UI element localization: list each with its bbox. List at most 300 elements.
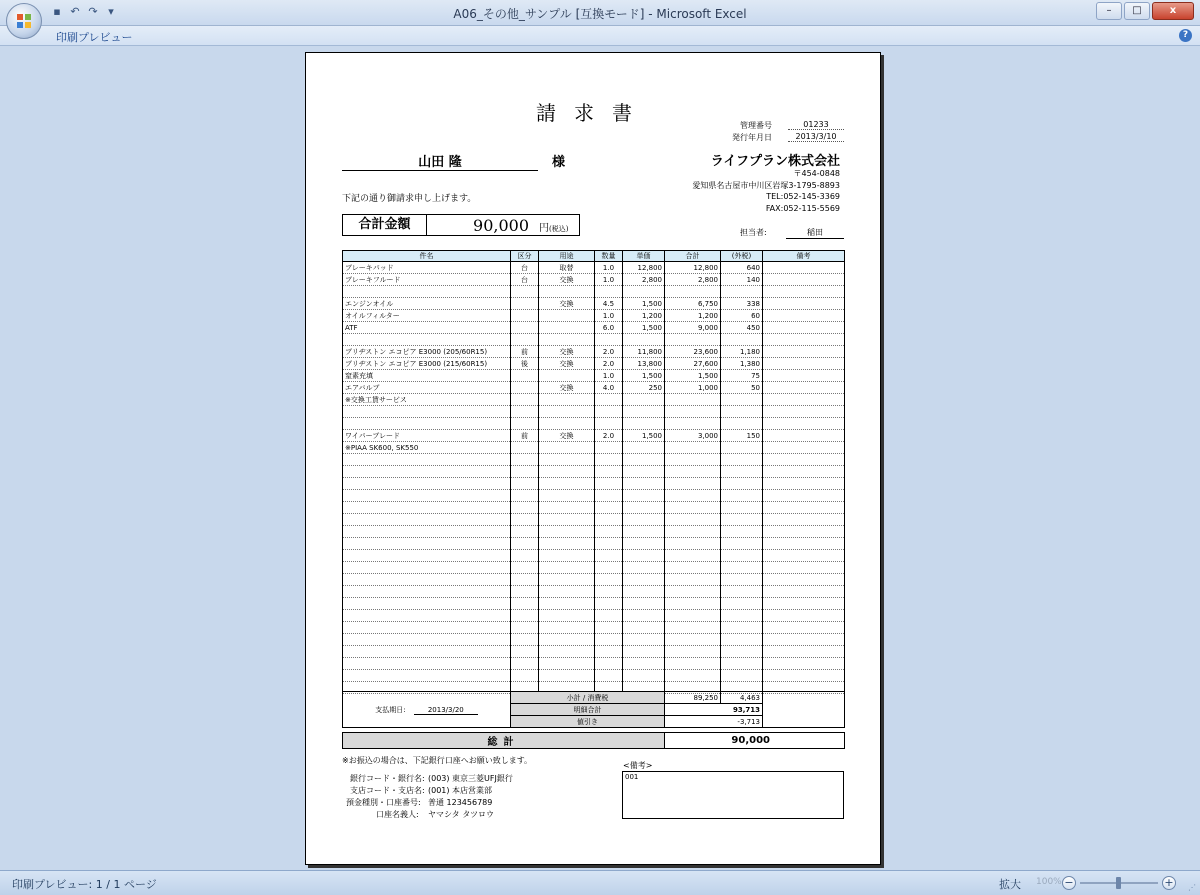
cell-unit-price (623, 646, 665, 658)
office-button[interactable] (6, 3, 42, 39)
company-address: 愛知県名古屋市中川区岩塚3-1795-8893 (692, 181, 840, 190)
cell-item (343, 610, 511, 622)
cell-usage: 交換 (539, 298, 595, 310)
cell-tax (721, 658, 763, 670)
cell-remarks (763, 418, 845, 430)
cell-usage (539, 454, 595, 466)
cell-category (511, 466, 539, 478)
cell-category (511, 658, 539, 670)
col-header-unit-price: 単価 (623, 251, 665, 262)
cell-qty (595, 466, 623, 478)
cell-item (343, 502, 511, 514)
col-header-total: 合計 (665, 251, 721, 262)
cell-total (665, 670, 721, 682)
table-row (343, 634, 845, 646)
cell-tax (721, 454, 763, 466)
cell-total: 6,750 (665, 298, 721, 310)
zoom-slider-thumb[interactable] (1116, 877, 1121, 889)
grand-total-table (342, 732, 845, 749)
cell-qty (595, 454, 623, 466)
cell-item (343, 334, 511, 346)
cell-remarks (763, 502, 845, 514)
office-logo-icon (16, 13, 32, 29)
cell-total (665, 406, 721, 418)
window-controls (1096, 2, 1194, 20)
cell-unit-price (623, 598, 665, 610)
table-row (343, 574, 845, 586)
branch-label: 支店コード・支店名: (350, 786, 425, 795)
cell-unit-price: 1,500 (623, 298, 665, 310)
cell-tax: 640 (721, 262, 763, 274)
cell-item: ブレーキパッド (343, 262, 511, 274)
cell-unit-price (623, 478, 665, 490)
table-row (343, 670, 845, 682)
cell-qty (595, 442, 623, 454)
col-header-usage: 用途 (539, 251, 595, 262)
detail-total-value: 93,713 (665, 704, 763, 716)
cell-item: ※PIAA SK600, SK550 (343, 442, 511, 454)
save-icon[interactable]: ▪ (53, 5, 61, 18)
cell-usage: 取替 (539, 262, 595, 274)
cell-unit-price (623, 610, 665, 622)
account-value: 普通 123456789 (428, 798, 493, 807)
cell-remarks (763, 274, 845, 286)
cell-qty: 1.0 (595, 370, 623, 382)
cell-category (511, 478, 539, 490)
cell-category (511, 526, 539, 538)
table-row (343, 322, 845, 334)
items-table (342, 250, 845, 694)
table-row (343, 334, 845, 346)
cell-usage (539, 610, 595, 622)
table-row (343, 526, 845, 538)
issue-date-label: 発行年月日 (732, 133, 772, 142)
grand-total-value: 90,000 (665, 733, 845, 749)
cell-qty (595, 490, 623, 502)
cell-usage (539, 478, 595, 490)
col-header-category: 区分 (511, 251, 539, 262)
cell-qty: 6.0 (595, 322, 623, 334)
cell-tax (721, 478, 763, 490)
ribbon (0, 26, 1200, 46)
cell-usage (539, 670, 595, 682)
cell-unit-price (623, 670, 665, 682)
bank-code-value: (003) 東京三菱UFJ銀行 (428, 774, 513, 783)
total-amount-box (342, 214, 580, 236)
resize-grip-icon[interactable]: ⋰ (1188, 883, 1196, 892)
zoom-in-icon[interactable]: + (1162, 876, 1176, 890)
cell-item (343, 646, 511, 658)
cell-category (511, 514, 539, 526)
remarks-box (622, 771, 844, 819)
table-row (343, 346, 845, 358)
cell-usage (539, 334, 595, 346)
table-row (343, 514, 845, 526)
cell-item (343, 466, 511, 478)
bank-code-label: 銀行コード・銀行名: (350, 774, 425, 783)
cell-category (511, 394, 539, 406)
cell-remarks (763, 466, 845, 478)
branch-value: (001) 本店営業部 (428, 786, 493, 795)
cell-total: 23,600 (665, 346, 721, 358)
cell-usage (539, 406, 595, 418)
account-label: 預金種別・口座番号: (346, 798, 421, 807)
table-row (343, 418, 845, 430)
table-row (343, 478, 845, 490)
zoom-button[interactable]: 拡大 (999, 878, 1021, 891)
cell-usage (539, 658, 595, 670)
cell-unit-price (623, 454, 665, 466)
cell-item: ブリヂストン エコピア E3000 (205/60R15) (343, 346, 511, 358)
cell-item (343, 514, 511, 526)
cell-item: ブレーキフルード (343, 274, 511, 286)
cell-usage (539, 634, 595, 646)
col-header-item: 件名 (343, 251, 511, 262)
cell-category: 前 (511, 430, 539, 442)
cell-remarks (763, 490, 845, 502)
cell-remarks (763, 514, 845, 526)
cell-total: 12,800 (665, 262, 721, 274)
cell-unit-price: 1,500 (623, 430, 665, 442)
tab-print-preview[interactable]: 印刷プレビュー (56, 31, 133, 44)
cell-tax (721, 490, 763, 502)
title-bar (0, 0, 1200, 26)
cell-usage: 交換 (539, 346, 595, 358)
zoom-out-icon[interactable]: − (1062, 876, 1076, 890)
cell-total (665, 550, 721, 562)
cell-usage (539, 322, 595, 334)
cell-unit-price (623, 562, 665, 574)
cell-category: 台 (511, 274, 539, 286)
cell-total (665, 622, 721, 634)
company-fax: FAX:052-115-5569 (765, 204, 840, 213)
cell-remarks (763, 526, 845, 538)
table-row (343, 658, 845, 670)
customize-qat-icon[interactable]: ▾ (108, 5, 114, 18)
cell-total: 1,500 (665, 370, 721, 382)
discount-label: 値引き (511, 716, 665, 728)
cell-category (511, 538, 539, 550)
issue-date-value: 2013/3/10 (788, 132, 844, 142)
cell-item: エアバルブ (343, 382, 511, 394)
cell-usage (539, 538, 595, 550)
cell-remarks (763, 346, 845, 358)
table-row (343, 454, 845, 466)
cell-qty (595, 550, 623, 562)
cell-qty (595, 418, 623, 430)
cell-category (511, 562, 539, 574)
cell-total (665, 454, 721, 466)
cell-qty (595, 634, 623, 646)
cell-tax (721, 418, 763, 430)
table-row (343, 562, 845, 574)
cell-item (343, 658, 511, 670)
cell-qty (595, 514, 623, 526)
cell-unit-price (623, 466, 665, 478)
cell-qty (595, 334, 623, 346)
cell-usage (539, 442, 595, 454)
table-row (343, 598, 845, 610)
company-name: ライフプラン株式会社 (710, 154, 840, 169)
cell-total (665, 442, 721, 454)
cell-item (343, 562, 511, 574)
cell-unit-price: 2,800 (623, 274, 665, 286)
table-row (343, 466, 845, 478)
table-row (343, 502, 845, 514)
cell-unit-price (623, 658, 665, 670)
cell-category (511, 550, 539, 562)
cell-total (665, 586, 721, 598)
cell-remarks (763, 370, 845, 382)
cell-category (511, 622, 539, 634)
cell-tax (721, 442, 763, 454)
cell-total (665, 598, 721, 610)
cell-remarks (763, 634, 845, 646)
payment-due-date: 2013/3/20 (414, 706, 478, 715)
cell-item (343, 586, 511, 598)
cell-category (511, 382, 539, 394)
cell-remarks (763, 646, 845, 658)
cell-usage: 交換 (539, 274, 595, 286)
cell-total (665, 418, 721, 430)
cell-qty: 2.0 (595, 346, 623, 358)
cell-unit-price (623, 286, 665, 298)
cell-remarks (763, 358, 845, 370)
cell-usage (539, 370, 595, 382)
total-amount-unit (539, 219, 568, 234)
cell-item (343, 574, 511, 586)
cell-tax (721, 394, 763, 406)
cell-total (665, 490, 721, 502)
cell-total (665, 502, 721, 514)
cell-remarks (763, 286, 845, 298)
subtotal-label: 小計 / 消費税 (511, 692, 665, 704)
cell-tax (721, 670, 763, 682)
cell-item (343, 454, 511, 466)
cell-unit-price: 250 (623, 382, 665, 394)
summary-remarks-cell (763, 692, 845, 728)
cell-total (665, 478, 721, 490)
cell-item (343, 622, 511, 634)
cell-remarks (763, 550, 845, 562)
total-amount-value: 90,000 (473, 216, 529, 235)
holder-label: 口座名義人: (376, 810, 419, 819)
cell-tax (721, 502, 763, 514)
cell-total: 1,200 (665, 310, 721, 322)
cell-tax (721, 406, 763, 418)
cell-unit-price (623, 550, 665, 562)
zoom-percent[interactable]: 100% (1036, 877, 1062, 887)
cell-category (511, 574, 539, 586)
cell-qty: 1.0 (595, 262, 623, 274)
cell-usage: 交換 (539, 430, 595, 442)
cell-total (665, 526, 721, 538)
company-tel: TEL:052-145-3369 (766, 192, 840, 201)
cell-unit-price (623, 334, 665, 346)
status-text: 印刷プレビュー: 1 / 1 ページ (12, 878, 157, 891)
remarks-text: 001 (625, 773, 639, 781)
cell-total (665, 634, 721, 646)
cell-remarks (763, 382, 845, 394)
staff-value: 稲田 (786, 227, 844, 239)
cell-unit-price (623, 574, 665, 586)
cell-category (511, 634, 539, 646)
cell-usage (539, 394, 595, 406)
cell-item: 窒素充填 (343, 370, 511, 382)
cell-usage (539, 562, 595, 574)
discount-value: -3,713 (665, 716, 763, 728)
cell-usage (539, 622, 595, 634)
cell-remarks (763, 322, 845, 334)
cell-usage (539, 574, 595, 586)
cell-category (511, 418, 539, 430)
cell-qty (595, 478, 623, 490)
redo-icon[interactable]: ↷ (88, 5, 98, 18)
table-row (343, 310, 845, 322)
cell-unit-price (623, 418, 665, 430)
cell-total (665, 574, 721, 586)
cell-remarks (763, 598, 845, 610)
greeting-text: 下記の通り御請求申し上げます。 (342, 194, 477, 204)
cell-item (343, 538, 511, 550)
cell-tax: 1,180 (721, 346, 763, 358)
cell-usage (539, 490, 595, 502)
cell-category (511, 490, 539, 502)
cell-category (511, 670, 539, 682)
cell-qty (595, 586, 623, 598)
cell-usage (539, 646, 595, 658)
cell-category (511, 322, 539, 334)
cell-tax (721, 526, 763, 538)
customer-name: 山田 隆 (342, 151, 538, 171)
cell-qty: 4.0 (595, 382, 623, 394)
management-number-value: 01233 (788, 120, 844, 130)
cell-usage (539, 466, 595, 478)
cell-unit-price: 1,500 (623, 370, 665, 382)
cell-unit-price (623, 514, 665, 526)
cell-item (343, 406, 511, 418)
table-row (343, 442, 845, 454)
cell-category (511, 646, 539, 658)
cell-qty (595, 646, 623, 658)
cell-tax (721, 598, 763, 610)
cell-qty (595, 526, 623, 538)
payment-due-cell (343, 692, 511, 728)
table-row (343, 262, 845, 274)
cell-tax (721, 574, 763, 586)
cell-tax (721, 538, 763, 550)
cell-category (511, 598, 539, 610)
cell-tax (721, 562, 763, 574)
cell-usage: 交換 (539, 358, 595, 370)
table-row (343, 370, 845, 382)
cell-total (665, 562, 721, 574)
grand-total-label: 総計 (343, 733, 665, 749)
subtotal-value: 89,250 (665, 692, 721, 704)
cell-item: ATF (343, 322, 511, 334)
cell-qty: 1.0 (595, 310, 623, 322)
cell-category: 前 (511, 346, 539, 358)
cell-tax (721, 634, 763, 646)
undo-icon[interactable]: ↶ (70, 5, 80, 18)
cell-unit-price (623, 442, 665, 454)
close-button[interactable]: x (1152, 2, 1194, 20)
cell-remarks (763, 670, 845, 682)
cell-total: 1,000 (665, 382, 721, 394)
cell-remarks (763, 334, 845, 346)
cell-qty: 2.0 (595, 358, 623, 370)
cell-category (511, 298, 539, 310)
cell-tax: 140 (721, 274, 763, 286)
cell-total (665, 514, 721, 526)
cell-total (665, 394, 721, 406)
cell-item (343, 598, 511, 610)
detail-total-label: 明細合計 (511, 704, 665, 716)
cell-unit-price (623, 622, 665, 634)
cell-qty (595, 394, 623, 406)
col-header-qty: 数量 (595, 251, 623, 262)
cell-item: ※交換工賃サービス (343, 394, 511, 406)
cell-qty (595, 670, 623, 682)
cell-remarks (763, 610, 845, 622)
cell-qty (595, 538, 623, 550)
table-row (343, 430, 845, 442)
cell-unit-price: 11,800 (623, 346, 665, 358)
cell-qty: 2.0 (595, 430, 623, 442)
cell-usage (539, 310, 595, 322)
minimize-button[interactable]: – (1096, 2, 1122, 20)
cell-usage (539, 526, 595, 538)
cell-qty: 1.0 (595, 274, 623, 286)
cell-usage (539, 502, 595, 514)
cell-tax: 75 (721, 370, 763, 382)
cell-remarks (763, 586, 845, 598)
table-row (343, 538, 845, 550)
cell-total (665, 466, 721, 478)
cell-remarks (763, 406, 845, 418)
cell-category (511, 310, 539, 322)
cell-unit-price (623, 490, 665, 502)
maximize-button[interactable]: □ (1124, 2, 1150, 20)
cell-total: 27,600 (665, 358, 721, 370)
payment-due-label: 支払期日: (375, 705, 406, 714)
table-row (343, 358, 845, 370)
cell-unit-price (623, 394, 665, 406)
cell-category (511, 406, 539, 418)
cell-usage (539, 286, 595, 298)
cell-total (665, 334, 721, 346)
honorific: 様 (552, 155, 566, 170)
cell-total (665, 646, 721, 658)
cell-qty (595, 562, 623, 574)
total-amount-label: 合計金額 (343, 215, 427, 235)
tax-value: 4,463 (721, 692, 763, 704)
invoice-page (305, 52, 881, 865)
management-number-label: 管理番号 (740, 121, 772, 130)
table-row (343, 406, 845, 418)
table-row (343, 286, 845, 298)
cell-item (343, 490, 511, 502)
cell-usage (539, 418, 595, 430)
cell-qty (595, 286, 623, 298)
help-icon[interactable]: ? (1179, 29, 1192, 42)
cell-unit-price (623, 406, 665, 418)
table-row (343, 274, 845, 286)
cell-category (511, 454, 539, 466)
cell-category: 後 (511, 358, 539, 370)
cell-unit-price (623, 502, 665, 514)
status-bar (0, 870, 1200, 895)
